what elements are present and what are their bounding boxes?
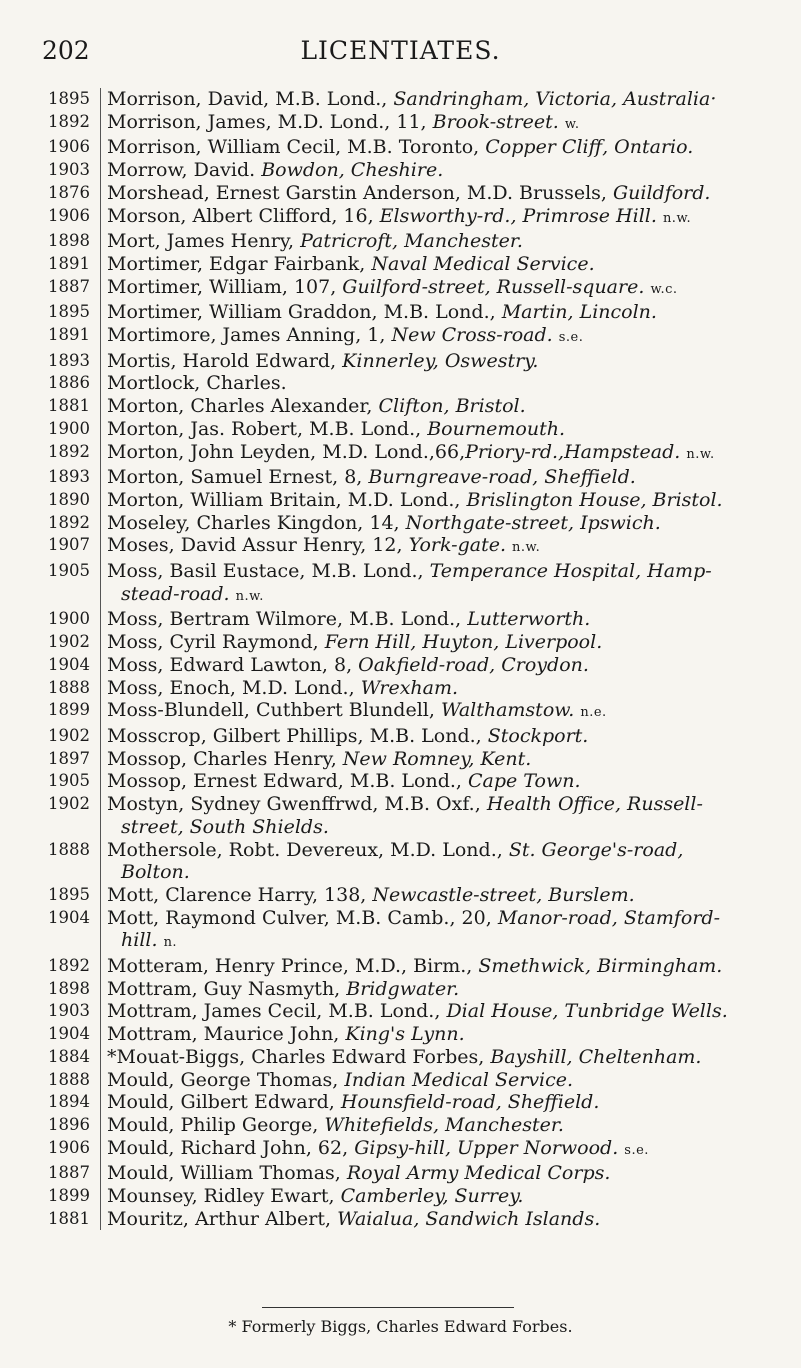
list-item xyxy=(0,978,801,1001)
name-text: Mottram, Maurice John, xyxy=(107,1023,346,1046)
address-text: Priory-rd.,Hampstead. xyxy=(465,440,681,463)
entry-year: 1898 xyxy=(48,978,90,998)
address-text: Elsworthy-rd., Primrose Hill. xyxy=(379,204,657,227)
entry-year: 1891 xyxy=(48,253,90,273)
entry-line xyxy=(107,1208,767,1231)
entry-year: 1902 xyxy=(48,794,90,814)
entry-line xyxy=(107,111,767,137)
list-item xyxy=(0,631,801,654)
name-text: Mossop, Ernest Edward, M.B. Lond., xyxy=(107,770,468,793)
entry-text xyxy=(100,276,767,302)
list-item xyxy=(0,88,801,111)
entry-text xyxy=(100,489,767,512)
name-text: Morrison, James, M.D. Lond., 11, xyxy=(107,110,433,133)
entry-line xyxy=(107,88,767,111)
entry-year: 1900 xyxy=(48,418,90,438)
postal-district: n. xyxy=(163,935,178,951)
address-text: Bournemouth. xyxy=(427,417,566,440)
address-text: stead-road. xyxy=(121,582,230,605)
entry-line xyxy=(107,748,767,771)
name-text: Mould, Philip George, xyxy=(107,1113,325,1136)
entry-year: 1896 xyxy=(48,1114,90,1134)
licentiate-list xyxy=(0,88,801,1230)
entry-line xyxy=(107,395,767,418)
address-text: Brook-street. xyxy=(432,110,559,133)
entry-text xyxy=(100,748,767,771)
entry-text xyxy=(100,1185,767,1208)
entry-line xyxy=(107,1000,767,1023)
address-text: Camberley, Surrey. xyxy=(340,1185,524,1208)
page-header xyxy=(0,36,801,68)
entry-text xyxy=(100,770,767,793)
entry-line xyxy=(107,1162,767,1185)
address-text: Manor-road, Stamford- xyxy=(497,906,720,929)
list-item xyxy=(0,324,801,350)
entry-text xyxy=(100,654,767,677)
list-item xyxy=(0,793,801,838)
entry-line xyxy=(107,1091,767,1114)
name-text: Morton, William Britain, M.D. Lond., xyxy=(107,488,467,511)
entry-text xyxy=(100,1069,767,1092)
footnote-divider xyxy=(262,1307,514,1308)
address-text: Bridgwater. xyxy=(346,977,460,1000)
list-item xyxy=(0,1069,801,1092)
entry-year: 1890 xyxy=(48,489,90,509)
name-text: Mostyn, Sydney Gwenffrwd, M.B. Oxf., xyxy=(107,793,487,816)
entry-text xyxy=(100,631,767,654)
entry-year: 1899 xyxy=(48,1186,90,1206)
list-item xyxy=(0,748,801,771)
entry-year: 1892 xyxy=(48,111,90,131)
address-text: Temperance Hospital, Hamp- xyxy=(429,560,712,583)
entry-line xyxy=(107,205,767,231)
entry-year: 1893 xyxy=(48,350,90,370)
address-text: Health Office, Russell- xyxy=(486,793,703,816)
entry-year: 1888 xyxy=(48,839,90,859)
address-text: Lutterworth. xyxy=(467,608,591,631)
name-text: Mould, George Thomas, xyxy=(107,1068,345,1091)
name-text: Mould, Richard John, 62, xyxy=(107,1136,355,1159)
entry-year: 1904 xyxy=(48,907,90,927)
entry-text xyxy=(100,1114,767,1137)
entry-text xyxy=(100,1000,767,1023)
entry-year: 1906 xyxy=(48,205,90,225)
entry-text xyxy=(100,372,767,395)
entry-year: 1903 xyxy=(48,1001,90,1021)
address-text: street, South Shields. xyxy=(121,815,329,838)
name-text: Mort, James Henry, xyxy=(107,230,301,253)
name-text: Mothersole, Robt. Devereux, M.D. Lond., xyxy=(107,838,509,861)
entry-text xyxy=(100,1162,767,1185)
address-text: Naval Medical Service. xyxy=(371,252,595,275)
name-text: *Mouat-Biggs, Charles Edward Forbes, xyxy=(107,1045,491,1068)
entry-text xyxy=(100,955,767,978)
entry-year: 1876 xyxy=(48,182,90,202)
entry-line xyxy=(107,793,767,816)
name-text: Moss, Enoch, M.D. Lond., xyxy=(107,676,361,699)
entry-year: 1886 xyxy=(48,373,90,393)
entry-line xyxy=(107,534,767,560)
name-text: Moss, Edward Lawton, 8, xyxy=(107,653,359,676)
entry-year: 1884 xyxy=(48,1046,90,1066)
list-item xyxy=(0,839,801,884)
address-text: Guildford. xyxy=(612,181,711,204)
entry-line xyxy=(107,955,767,978)
entry-line xyxy=(107,560,767,583)
entry-line xyxy=(107,276,767,302)
entry-text xyxy=(100,88,767,111)
entry-text xyxy=(100,725,767,748)
entry-year: 1897 xyxy=(48,748,90,768)
entry-line xyxy=(107,136,767,159)
address-text: Smethwick, Birmingham. xyxy=(478,955,723,978)
address-text: Bayshill, Cheltenham. xyxy=(490,1045,702,1068)
footnote: * Formerly Biggs, Charles Edward Forbes. xyxy=(228,1317,573,1336)
name-text: Moss, Basil Eustace, M.B. Lond., xyxy=(107,560,430,583)
list-item xyxy=(0,770,801,793)
running-title: LICENTIATES. xyxy=(300,36,501,65)
list-item xyxy=(0,253,801,276)
page-number: 202 xyxy=(42,36,90,65)
name-text: Mott, Raymond Culver, M.B. Camb., 20, xyxy=(107,906,498,929)
postal-district: s.e. xyxy=(624,1142,649,1158)
name-text: Morton, Jas. Robert, M.B. Lond., xyxy=(107,417,428,440)
list-item xyxy=(0,230,801,253)
entry-line xyxy=(107,1185,767,1208)
name-text: Mott, Clarence Harry, 138, xyxy=(107,883,373,906)
entry-year: 1893 xyxy=(48,467,90,487)
entry-text xyxy=(100,230,767,253)
address-text: Sandringham, Victoria, Australia· xyxy=(393,88,717,110)
entry-year: 1895 xyxy=(48,884,90,904)
entry-year: 1906 xyxy=(48,137,90,157)
address-text: Bolton. xyxy=(121,861,190,884)
address-text: St. George's-road, xyxy=(508,838,684,861)
entry-year: 1899 xyxy=(48,700,90,720)
address-text: Waialua, Sandwich Islands. xyxy=(337,1207,601,1230)
entry-year: 1907 xyxy=(48,535,90,555)
entry-line xyxy=(107,839,767,862)
name-text: Morrison, David, M.B. Lond., xyxy=(107,88,394,110)
address-text: Kinnerley, Oswestry. xyxy=(342,349,539,372)
entry-line xyxy=(107,978,767,1001)
name-text: Moss, Cyril Raymond, xyxy=(107,631,325,654)
list-item xyxy=(0,372,801,395)
list-item xyxy=(0,955,801,978)
entry-line xyxy=(107,1114,767,1137)
address-text: Patricroft, Manchester. xyxy=(300,230,523,253)
name-text: Morton, John Leyden, M.D. Lond.,66, xyxy=(107,440,466,463)
address-text: Stockport. xyxy=(487,724,589,747)
name-text: Moss, Bertram Wilmore, M.B. Lond., xyxy=(107,608,468,631)
entry-text xyxy=(100,1046,767,1069)
address-text: Copper Cliff, Ontario. xyxy=(485,136,694,159)
name-text: Moss-Blundell, Cuthbert Blundell, xyxy=(107,699,441,722)
name-text: Mould, William Thomas, xyxy=(107,1162,347,1185)
entry-text xyxy=(100,159,767,182)
address-text: Fern Hill, Huyton, Liverpool. xyxy=(324,631,603,654)
list-item xyxy=(0,677,801,700)
entry-text xyxy=(100,350,767,373)
postal-district: s.e. xyxy=(558,330,584,346)
list-item xyxy=(0,512,801,535)
entry-text xyxy=(100,1137,767,1163)
entry-line xyxy=(107,654,767,677)
address-text: York-gate. xyxy=(408,534,506,557)
entry-year: 1888 xyxy=(48,677,90,697)
entry-line xyxy=(107,512,767,535)
list-item xyxy=(0,466,801,489)
entry-line xyxy=(107,770,767,793)
entry-year: 1905 xyxy=(48,771,90,791)
address-text: Burngreave-road, Sheffield. xyxy=(368,466,636,489)
name-text: Moses, David Assur Henry, 12, xyxy=(107,534,409,557)
address-text: New Cross-road. xyxy=(391,324,553,347)
address-text: Hounsfield-road, Sheffield. xyxy=(340,1091,600,1114)
entry-text xyxy=(100,793,767,838)
postal-district: n.w. xyxy=(235,588,264,604)
entry-text xyxy=(100,136,767,159)
entry-year: 1892 xyxy=(48,441,90,461)
list-item xyxy=(0,1023,801,1046)
entry-line xyxy=(107,1137,767,1163)
entry-line xyxy=(107,699,767,725)
entry-text xyxy=(100,466,767,489)
entry-text xyxy=(100,418,767,441)
entry-text xyxy=(100,512,767,535)
entry-line xyxy=(107,677,767,700)
name-text: Mottram, James Cecil, M.B. Lond., xyxy=(107,1000,447,1023)
entry-line xyxy=(107,1023,767,1046)
list-item xyxy=(0,1137,801,1163)
name-text: Morson, Albert Clifford, 16, xyxy=(107,204,380,227)
entry-line xyxy=(107,159,767,182)
entry-line xyxy=(107,230,767,253)
entry-year: 1906 xyxy=(48,1137,90,1157)
list-item xyxy=(0,441,801,467)
entry-year: 1902 xyxy=(48,725,90,745)
address-text: hill. xyxy=(121,929,158,952)
list-item xyxy=(0,418,801,441)
name-text: Mortimer, William Graddon, M.B. Lond., xyxy=(107,301,502,324)
name-text: Mortimore, James Anning, 1, xyxy=(107,324,392,347)
address-text: Whitefields, Manchester. xyxy=(324,1113,564,1136)
entry-continuation-line xyxy=(107,816,767,839)
entry-year: 1895 xyxy=(48,89,90,108)
postal-district: n.w. xyxy=(686,446,715,462)
entry-line xyxy=(107,466,767,489)
entry-text xyxy=(100,1023,767,1046)
entry-text xyxy=(100,182,767,205)
address-text: Northgate-street, Ipswich. xyxy=(405,511,661,534)
list-item xyxy=(0,1114,801,1137)
list-item xyxy=(0,205,801,231)
list-item xyxy=(0,489,801,512)
list-item xyxy=(0,1046,801,1069)
entry-continuation-line xyxy=(107,861,767,884)
entry-text xyxy=(100,1208,767,1231)
postal-district: w.c. xyxy=(650,281,678,297)
entry-text xyxy=(100,560,767,608)
address-text: Dial House, Tunbridge Wells. xyxy=(446,1000,728,1023)
entry-text xyxy=(100,324,767,350)
list-item xyxy=(0,560,801,608)
list-item xyxy=(0,182,801,205)
entry-line xyxy=(107,1046,767,1069)
entry-year: 1887 xyxy=(48,1163,90,1183)
name-text: Mounsey, Ridley Ewart, xyxy=(107,1185,341,1208)
entry-text xyxy=(100,1091,767,1114)
entry-year: 1905 xyxy=(48,561,90,581)
entry-text xyxy=(100,395,767,418)
entry-line xyxy=(107,608,767,631)
entry-year: 1892 xyxy=(48,956,90,976)
entry-year: 1903 xyxy=(48,160,90,180)
address-text: Brislington House, Bristol. xyxy=(466,488,723,511)
entry-text xyxy=(100,301,767,324)
entry-line xyxy=(107,489,767,512)
entry-year: 1892 xyxy=(48,512,90,532)
list-item xyxy=(0,1091,801,1114)
name-text: Mosscrop, Gilbert Phillips, M.B. Lond., xyxy=(107,724,488,747)
entry-line xyxy=(107,324,767,350)
address-text: Cape Town. xyxy=(468,770,581,793)
postal-district: n.w. xyxy=(512,540,541,556)
entry-year: 1891 xyxy=(48,325,90,345)
entry-text xyxy=(100,677,767,700)
name-text: Morrow, David. xyxy=(107,159,262,182)
entry-text xyxy=(100,253,767,276)
address-text: Clifton, Bristol. xyxy=(378,395,526,418)
name-text: Mortimer, Edgar Fairbank, xyxy=(107,252,372,275)
address-text: New Romney, Kent. xyxy=(342,747,532,770)
list-item xyxy=(0,395,801,418)
entry-text xyxy=(100,839,767,884)
entry-line xyxy=(107,725,767,748)
entry-year: 1881 xyxy=(48,1208,90,1228)
entry-text xyxy=(100,907,767,955)
list-item xyxy=(0,276,801,302)
list-item xyxy=(0,159,801,182)
entry-line xyxy=(107,182,767,205)
name-text: Mottram, Guy Nasmyth, xyxy=(107,977,347,1000)
address-text: King's Lynn. xyxy=(345,1023,465,1046)
entry-line xyxy=(107,1069,767,1092)
entry-line xyxy=(107,372,767,395)
entry-line xyxy=(107,441,767,467)
list-item xyxy=(0,699,801,725)
entry-text xyxy=(100,699,767,725)
name-text: Mossop, Charles Henry, xyxy=(107,747,343,770)
list-item xyxy=(0,725,801,748)
name-text: Morton, Samuel Ernest, 8, xyxy=(107,466,369,489)
entry-year: 1881 xyxy=(48,396,90,416)
entry-text xyxy=(100,534,767,560)
address-text: Wrexham. xyxy=(360,676,459,699)
entry-text xyxy=(100,111,767,137)
list-item xyxy=(0,654,801,677)
entry-year: 1898 xyxy=(48,231,90,251)
list-item xyxy=(0,301,801,324)
list-item xyxy=(0,136,801,159)
entry-line xyxy=(107,884,767,907)
postal-district: n.e. xyxy=(580,705,607,721)
name-text: Moseley, Charles Kingdon, 14, xyxy=(107,511,406,534)
name-text: Mouritz, Arthur Albert, xyxy=(107,1207,338,1230)
postal-district: w. xyxy=(564,116,580,132)
entry-line xyxy=(107,301,767,324)
entry-line xyxy=(107,350,767,373)
entry-continuation-line xyxy=(107,929,767,955)
address-text: Royal Army Medical Corps. xyxy=(346,1162,611,1185)
list-item xyxy=(0,1000,801,1023)
entry-line xyxy=(107,907,767,930)
entry-year: 1894 xyxy=(48,1092,90,1112)
entry-year: 1900 xyxy=(48,609,90,629)
postal-district: n.w. xyxy=(662,210,692,226)
list-item xyxy=(0,1185,801,1208)
name-text: Morrison, William Cecil, M.B. Toronto, xyxy=(107,136,486,159)
entry-year: 1887 xyxy=(48,276,90,296)
address-text: Martin, Lincoln. xyxy=(501,301,657,324)
list-item xyxy=(0,1208,801,1231)
name-text: Morton, Charles Alexander, xyxy=(107,395,379,418)
entry-line xyxy=(107,418,767,441)
list-item xyxy=(0,884,801,907)
entry-continuation-line xyxy=(107,583,767,609)
list-item xyxy=(0,907,801,955)
address-text: Newcastle-street, Burslem. xyxy=(372,883,635,906)
entry-year: 1902 xyxy=(48,632,90,652)
entry-text xyxy=(100,441,767,467)
entry-text xyxy=(100,608,767,631)
name-text: Mortis, Harold Edward, xyxy=(107,349,343,372)
entry-line xyxy=(107,253,767,276)
address-text: Guilford-street, Russell-square. xyxy=(342,275,645,298)
entry-year: 1904 xyxy=(48,1024,90,1044)
entry-text xyxy=(100,884,767,907)
list-item xyxy=(0,1162,801,1185)
address-text: Bowdon, Cheshire. xyxy=(261,159,444,182)
name-text: Motteram, Henry Prince, M.D., Birm., xyxy=(107,955,479,978)
entry-year: 1904 xyxy=(48,654,90,674)
name-text: Mortlock, Charles. xyxy=(107,372,287,395)
list-item xyxy=(0,534,801,560)
name-text: Mould, Gilbert Edward, xyxy=(107,1091,341,1114)
entry-year: 1895 xyxy=(48,302,90,322)
list-item xyxy=(0,111,801,137)
list-item xyxy=(0,608,801,631)
name-text: Mortimer, William, 107, xyxy=(107,275,343,298)
address-text: Walthamstow. xyxy=(440,699,575,722)
name-text: Morshead, Ernest Garstin Anderson, M.D. Brussels, xyxy=(107,181,613,204)
address-text: Indian Medical Service. xyxy=(344,1068,574,1091)
list-item xyxy=(0,350,801,373)
entry-year: 1888 xyxy=(48,1069,90,1089)
address-text: Oakfield-road, Croydon. xyxy=(358,653,589,676)
entry-line xyxy=(107,631,767,654)
entry-text xyxy=(100,205,767,231)
address-text: Gipsy-hill, Upper Norwood. xyxy=(354,1136,619,1159)
entry-text xyxy=(100,978,767,1001)
